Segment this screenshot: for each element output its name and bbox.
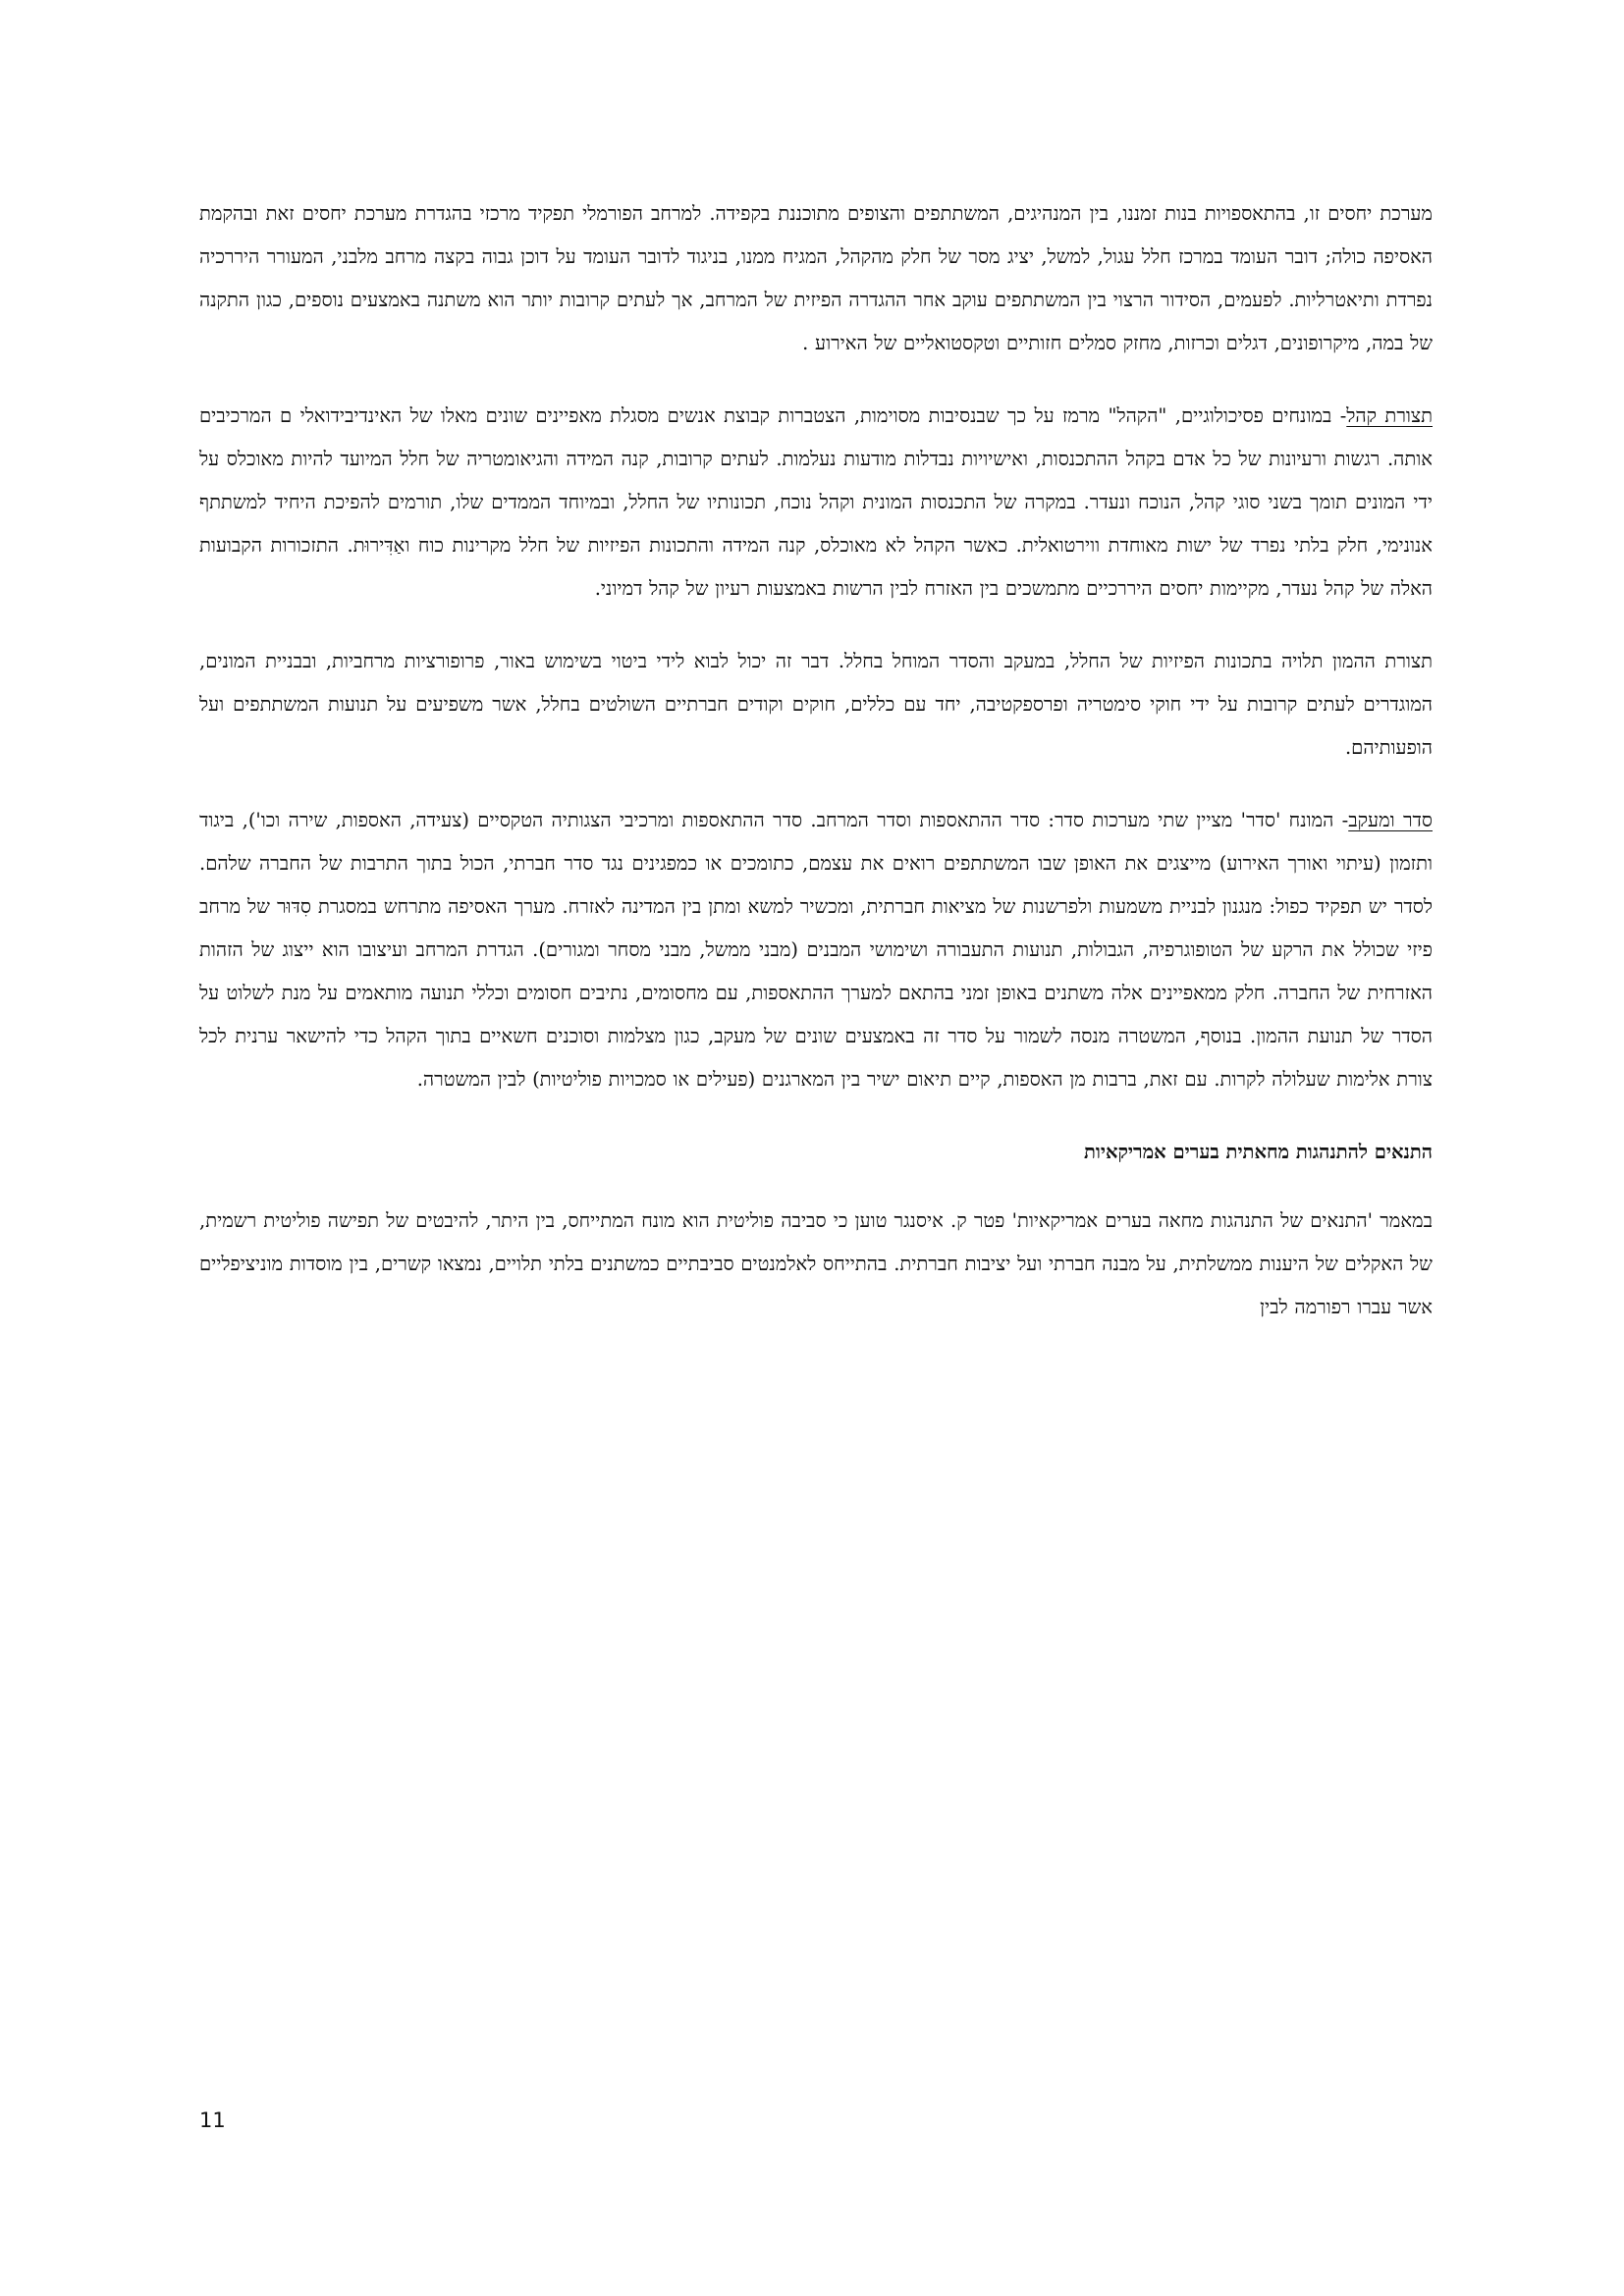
page-number: 11 xyxy=(199,2109,226,2132)
paragraph-text: תצורת ההמון תלויה בתכונות הפיזיות של החלל, במעקב והסדר המוחל בחלל. דבר זה יכול לבוא לידי ביטוי בשימוש באור, פרופורציות מרחביות, ובבניית המונים, המוגדרים לעתים קרובות על ידי חוקי סימטריה ופרספקטיבה, יחד עם כללים, חוקים וקודים חברתיים השולטים בחלל, אשר משפיעים על תנועות המשתתפים ועל הופעותיהם. xyxy=(199,650,1433,759)
paragraph-lead-term: תצורת קהל xyxy=(1346,404,1434,427)
section-heading: התנאים להתנהגות מחאתית בערים אמריקאיות xyxy=(1083,1141,1433,1163)
paragraph-text: - במונחים פסיכולוגיים, "הקהל" מרמז על כך שבנסיבות מסוימות, הצטברות קבוצת אנשים מסגלת מאפיינים שונים מאלו של האינדיבידואלי ם המרכיבים אותה. רגשות ורעיונות של כל אדם בקהל ההתכנסות, ואישיויות נבדלות מודעות נעלמות. לעתים קרובות, קנה המידה והגיאומטריה של חלל המיועד להיות מאוכלס על ידי המונים תומך בשני סוגי קהל, הנוכח ונעדר. במקרה של התכנסות המונית וקהל נוכח, תכונותיו של החלל, ובמיוחד הממדים שלו, תורמים להפיכת היחיד למשתתף אנונימי, חלק בלתי נפרד של ישות מאוחדת ווירטואלית. כאשר הקהל לא מאוכלס, קנה המידה והתכונות הפיזיות של חלל מקרינות כוח ואַדִּירוּת. התזכורות הקבועות האלה של קהל נעדר, מקיימות יחסים היררכיים מתמשכים בין האזרח לבין הרשות באמצעות רעיון של קהל דמיוני. xyxy=(199,404,1433,600)
paragraph-crowd-configuration xyxy=(199,395,1433,611)
paragraph-eisinger-article xyxy=(199,1200,1433,1329)
paragraph-lead-term: סדר ומעקב xyxy=(1348,809,1433,831)
paragraph-text: במאמר 'התנאים של התנהגות מחאה בערים אמריקאיות' פטר ק. איסנגר טוען כי סביבה פוליטית הוא מונח המתייחס, בין היתר, להיבטים של תפישה פוליטית רשמית, של האקלים של היענות ממשלתית, על מבנה חברתי ועל יציבות חברתית. בהתייחס לאלמנטים סביבתיים כמשתנים בלתי תלויים, נמצאו קשרים, בין מוסדות מוניציפליים אשר עברו רפורמה לבין xyxy=(199,1209,1433,1318)
paragraph-text: מערכת יחסים זו, בהתאספויות בנות זמננו, בין המנהיגים, המשתתפים והצופים מתוכננת בקפידה. למרחב הפורמלי תפקיד מרכזי בהגדרת מערכת יחסים זאת ובהקמת האסיפה כולה; דובר העומד במרכז חלל עגול, למשל, יציג מסר של חלק מהקהל, המגיח ממנו, בניגוד לדובר העומד על דוכן גבוה בקצה מרחב מלבני, המעורר היררכיה נפרדת ותיאטרליות. לפעמים, הסידור הרצוי בין המשתתפים עוקב אחר ההגדרה הפיזית של המרחב, אך לעתים קרובות יותר הוא משתנה באמצעים נוספים, כגון התקנה של במה, מיקרופונים, דגלים וכרזות, מחזק סמלים חזותיים וטקסטואליים של האירוע . xyxy=(199,202,1433,354)
paragraph-crowd-formation xyxy=(199,640,1433,770)
page-content xyxy=(199,192,1433,1359)
paragraph-assembly-relations xyxy=(199,192,1433,365)
paragraph-text: - המונח 'סדר' מציין שתי מערכות סדר: סדר ההתאספות וסדר המרחב. סדר ההתאספות ומרכיבי הצגותיה הטקסיים (צעידה, האספות, שירה וכו'), ביגוד ותזמון (עיתוי ואורך האירוע) מייצגים את האופן שבו המשתתפים רואים את עצמם, כתומכים או כמפגינים נגד סדר חברתי, הכול בתוך התרבות של החברה שלהם. לסדר יש תפקיד כפול: מנגנון לבניית משמעות ולפרשנות של מציאות חברתית, ומכשיר למשא ומתן בין המדינה לאזרח. מערך האסיפה מתרחש במסגרת סִדּוּר של מרחב פיזי שכולל את הרקע של הטופוגרפיה, הגבולות, תנועות התעבורה ושימושי המבנים (מבני ממשל, מבני מסחר ומגורים). הגדרת המרחב ועיצובו הוא ייצוג של הזהות האזרחית של החברה. חלק ממאפיינים אלה משתנים באופן זמני בהתאם למערך ההתאספות, עם מחסומים, נתיבים חסומים וכללי תנועה מותאמים על מנת לשלוט על הסדר של תנועת ההמון. בנוסף, המשטרה מנסה לשמור על סדר זה באמצעים שונים של מעקב, כגון מצלמות וסוכנים חשאיים בתוך הקהל כדי להישאר ערנית לכל צורת אלימות שעלולה לקרות. עם זאת, ברבות מן האספות, קיים תיאום ישיר בין המארגנים (פעילים או סמכויות פוליטיות) לבין המשטרה. xyxy=(199,809,1433,1091)
paragraph-order-surveillance xyxy=(199,799,1433,1101)
